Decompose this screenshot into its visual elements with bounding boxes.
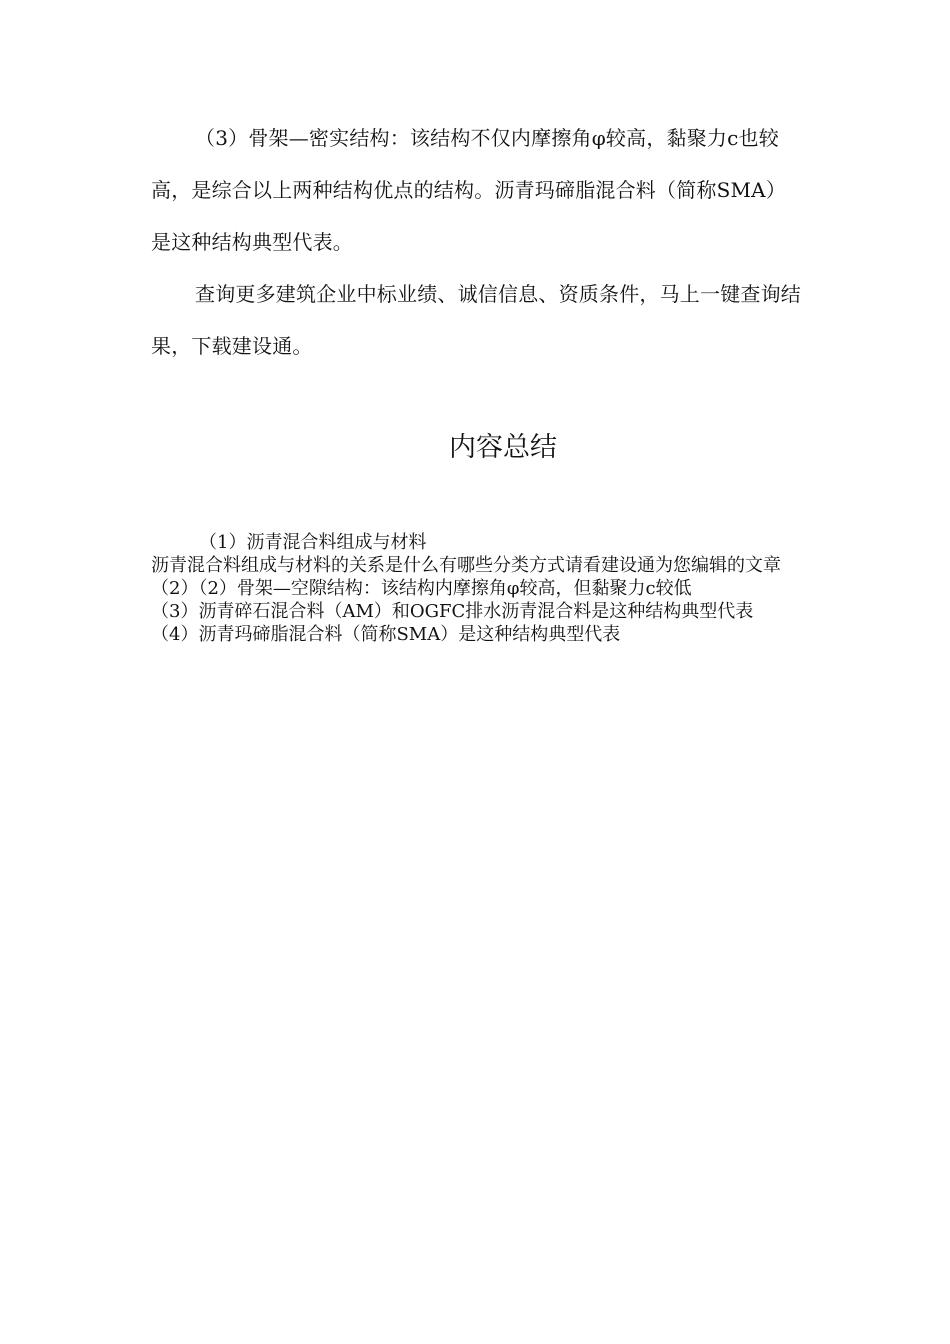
summary-item: （2）（2）骨架—空隙结构：该结构内摩擦角φ较高，但黏聚力c较低 [151,578,692,599]
summary-item: （4）沥青玛碲脂混合料（简称SMA）是这种结构典型代表 [151,624,621,645]
summary-item: 沥青混合料组成与材料的关系是什么有哪些分类方式请看建设通为您编辑的文章 [151,555,781,576]
summary-item: （3）沥青碎石混合料（AM）和OGFC排水沥青混合料是这种结构典型代表 [151,601,754,622]
paragraph-skeleton-dense-structure: （3）骨架—密实结构：该结构不仅内摩擦角φ较高，黏聚力c也较高，是综合以上两种结构优点的结构。沥青玛碲脂混合料（简称SMA）是这种结构典型代表。 [151,126,787,254]
summary-title: 内容总结 [449,432,557,463]
summary-item: （1）沥青混合料组成与材料 [199,532,427,553]
paragraph-promo-query: 查询更多建筑企业中标业绩、诚信信息、资质条件，马上一键查询结果，下载建设通。 [151,282,801,358]
summary-list [151,531,801,646]
